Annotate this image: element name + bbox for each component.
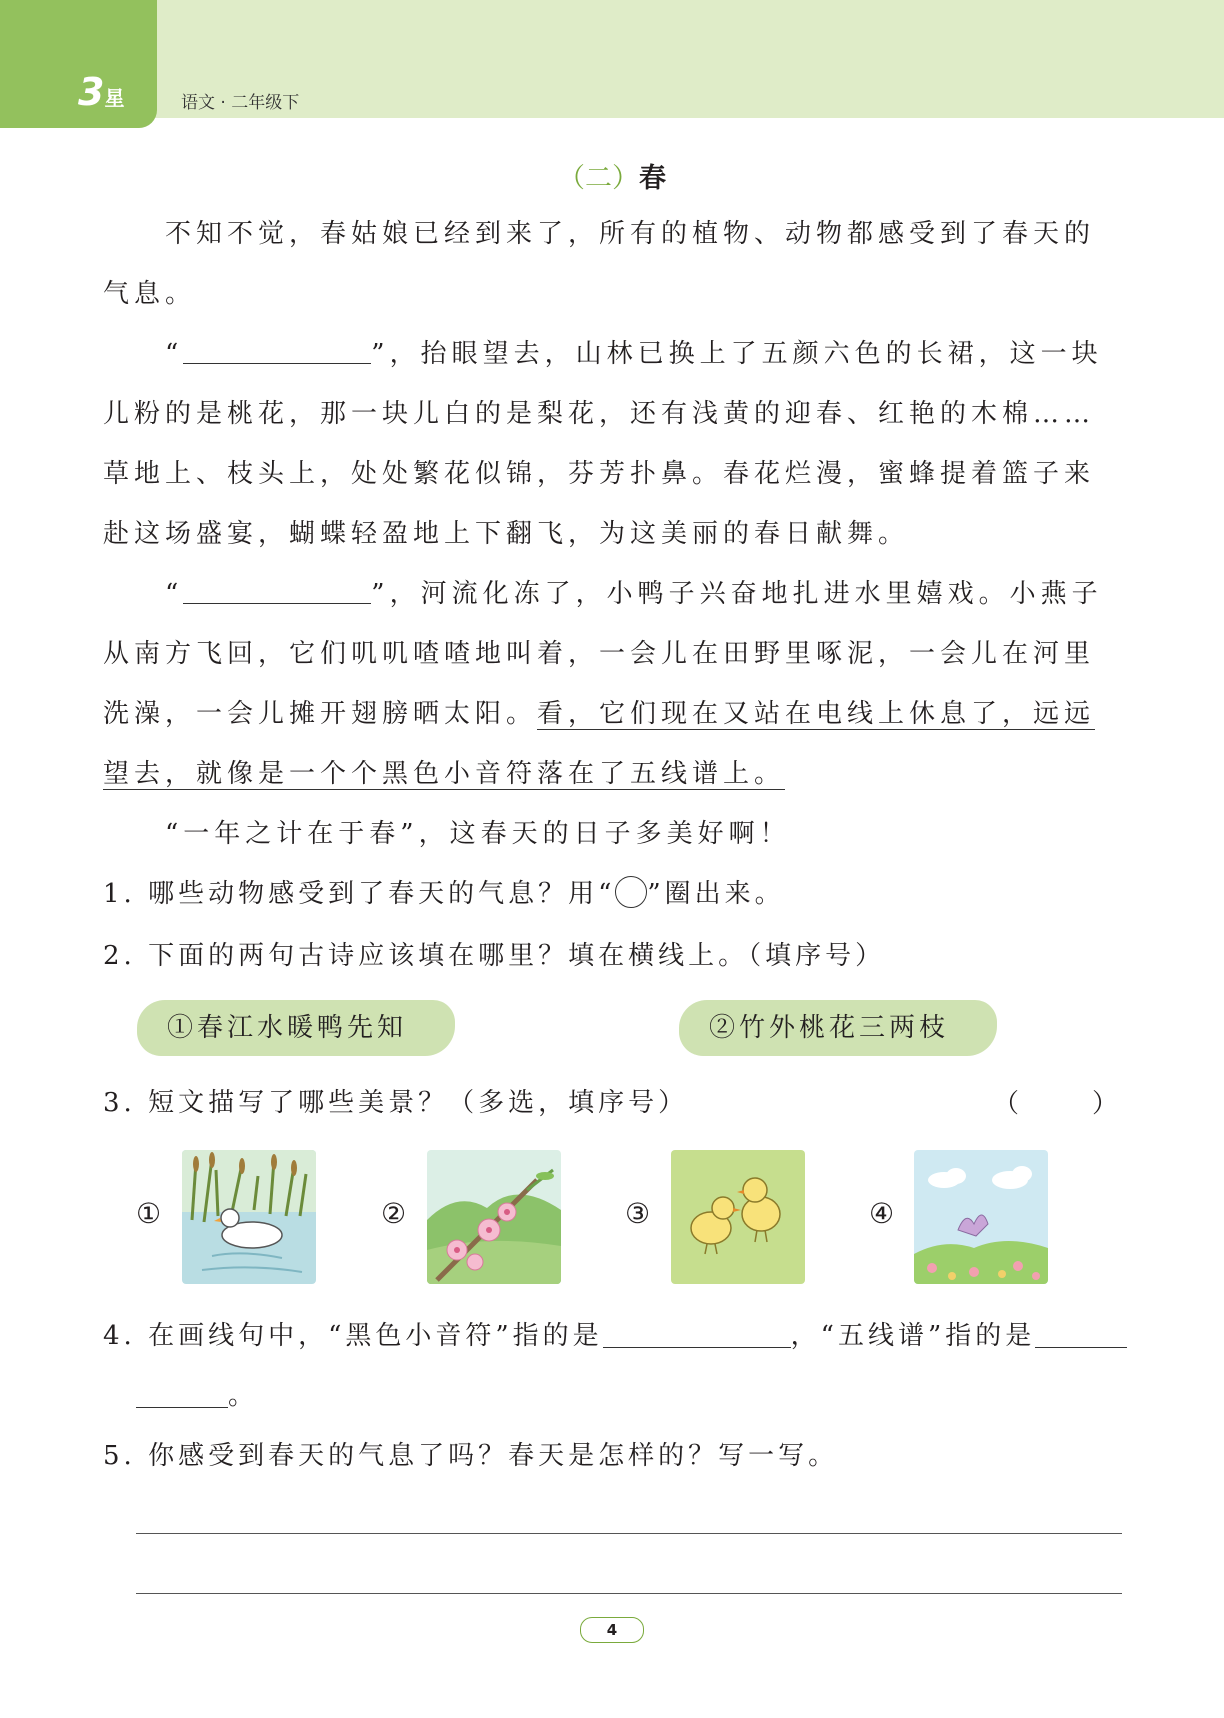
answer-line-1[interactable] <box>136 1533 1122 1534</box>
poem-blank-1[interactable] <box>183 339 371 364</box>
question-2: 2. 下面的两句古诗应该填在哪里？填在横线上。（填序号） <box>103 941 886 971</box>
q3-option-4-label: ④ <box>869 1197 895 1230</box>
circle-icon <box>615 876 647 908</box>
peach-blossom-picture <box>427 1150 561 1284</box>
question-3: 3. 短文描写了哪些美景？（多选，填序号） <box>103 1088 689 1118</box>
answer-line-2[interactable] <box>136 1593 1122 1594</box>
butterfly-meadow-picture <box>914 1150 1048 1284</box>
poem-option-1: ①春江水暖鸭先知 <box>137 1000 455 1056</box>
logo-number: 3 <box>78 70 105 114</box>
book-title: 语文 · 二年级下 <box>181 93 300 113</box>
question-4: 4. 在画线句中，“黑色小音符”指的是 ，“五线谱”指的是 <box>103 1316 1127 1356</box>
poem-option-2: ②竹外桃花三两枝 <box>679 1000 997 1056</box>
passage-paragraph-3: “ ”，河流化冻了，小鸭子兴奋地扎进水里嬉戏。小燕子从南方飞回，它们叽叽喳喳地叫着，一会儿在田野里啄泥，一会儿在河里洗澡，一会儿摊开翅膀晒太阳。看，它们现在又站在电线上休息了，远远望去，就像是一个个黑色小音符落在了五线谱上。 <box>103 579 1103 789</box>
duck-pond-picture <box>182 1150 316 1284</box>
question-1: 1. 哪些动物感受到了春天的气息？用“ ”圈出来。 <box>103 874 785 914</box>
passage-paragraph-2: “ ”，抬眼望去，山林已换上了五颜六色的长裙，这一块儿粉的是桃花，那一块儿白的是梨花，还有浅黄的迎春、红艳的木棉……草地上、枝头上，处处繁花似锦，芬芳扑鼻。春花烂漫，蜜蜂提着篮子来赴这场盛宴，蝴蝶轻盈地上下翻飞，为这美丽的春日献舞。 <box>103 339 1103 549</box>
q3-answer-box[interactable]: （ ） <box>993 1089 1118 1119</box>
q3-option-1-label: ① <box>136 1197 162 1230</box>
q3-option-3-label: ③ <box>625 1197 651 1230</box>
logo <box>78 72 124 118</box>
section-title <box>0 156 1224 195</box>
logo-tab <box>0 0 157 128</box>
poem-blank-2[interactable] <box>183 579 371 604</box>
logo-star: 星 <box>104 86 125 110</box>
question-4-continuation: 。 <box>136 1376 258 1416</box>
q4-answer-blank-1[interactable] <box>603 1325 791 1348</box>
q3-option-2-label: ② <box>381 1197 407 1230</box>
section-title-text: 春 <box>639 163 666 194</box>
section-number: （二） <box>558 163 639 194</box>
page-number: 4 <box>580 1617 644 1643</box>
question-5: 5. 你感受到春天的气息了吗？春天是怎样的？写一写。 <box>103 1441 839 1471</box>
underlined-sentence: 看，它们现在又站在电线上休息了，远远望去，就像是一个个黑色小音符落在了五线谱上。 <box>103 699 1096 789</box>
q4-answer-blank-2[interactable] <box>1035 1325 1127 1348</box>
passage-paragraph-4: “一年之计在于春”，这春天的日子多美好啊！ <box>165 819 791 849</box>
passage-paragraph-1: 不知不觉，春姑娘已经到来了，所有的植物、动物都感受到了春天的气息。 <box>103 219 1096 309</box>
chicks-picture <box>671 1150 805 1284</box>
q4-answer-blank-2-cont[interactable] <box>136 1385 228 1408</box>
